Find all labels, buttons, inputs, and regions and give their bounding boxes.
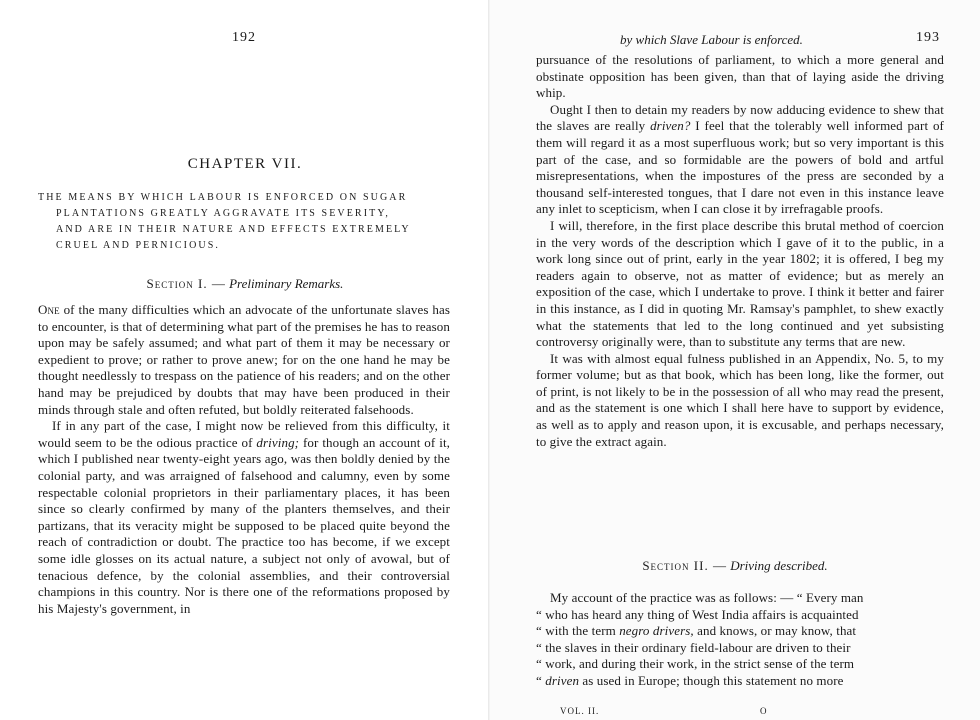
paragraph-text: Ought I then to detain my readers by now adducing evidence to shew that the slaves are really xyxy=(536,101,944,134)
paragraph: It was with almost equal fulness published in an Appendix, No. 5, to my former volume; but as that book, which has been long, like the former, out of print, is not likely to be in the possession of all who may read the present, and as the statement is one which I shall here have to support by evidence, as well as to apply and reason upon, it is excusable, and perhaps necessary, to give the extract again. xyxy=(536,350,944,449)
paragraph-text: for though an account of it, which I published near twenty-eight years ago, was then boldly denied by the colonial party, and was arraigned of falsehood and calumny, even by some respectable colonial proprietors in their parliamentary places, it has been since so clearly confirmed by many of the planters themselves, and their partizans, that its veracity might be supposed to be placed quite beyond the reach of contradiction or doubt. The practice too has become, if we except some idle glosses on its actual nature, a subject not only of avowal, but of tenacious defence, by the colonial assemblies, and their controversial champions in this country. Nor is there one of the reformations proposed by his Majesty's government, in xyxy=(38,434,451,616)
paragraph xyxy=(38,302,450,418)
quote-text: “ with the term xyxy=(536,623,620,639)
paragraph xyxy=(536,102,944,218)
paragraph-text: of the many difficulties which an advocate of the unfortunate slaves has to encounter, is that of determining what part of the premises he has to reason upon may be safely assumed; and what part of them it may be necessary or expedient to prove; or rather to prove anew; for on the one hand he may be thought needlessly to trespass on the patience of his readers; and on the other hand may be prejudiced by doubts that may have been produced in their minds through stale and often refuted, but boldly reiterated falsehoods. xyxy=(38,302,450,417)
section-title: Driving described. xyxy=(730,558,828,573)
chapter-summary-line: THE MEANS BY WHICH LABOUR IS ENFORCED ON SUGAR xyxy=(38,192,408,203)
running-head: by which Slave Labour is enforced. xyxy=(620,32,803,47)
quote-text: and knows, or may know, that xyxy=(693,623,857,639)
signature-letter: O xyxy=(760,706,767,716)
right-body-text xyxy=(536,52,944,450)
italic-text: negro drivers, xyxy=(619,623,694,639)
chapter-summary-line: PLANTATIONS GREATLY AGGRAVATE ITS SEVERITY, xyxy=(56,208,390,219)
quote-line xyxy=(536,673,944,690)
quote-line: My account of the practice was as follows: — “ Every man xyxy=(550,590,864,605)
section-label: Section I. — xyxy=(146,276,226,291)
paragraph-text: I feel that the tolerably well informed part of them will regard it as a most superfluous work; but so very important is this part of the case, and so formidable are the powers of bold and artful misrepresentations, when the impostures of the press are seconded by a thousand self-interested tongues, that I dare not even in this instance leave any inlet to scepticism, when I can close it by irrefragable proofs. xyxy=(536,118,944,217)
quote-text: as used in Europe; though this statement no more xyxy=(579,672,844,688)
section-title: Preliminary Remarks. xyxy=(229,276,344,291)
chapter-summary-line: CRUEL AND PERNICIOUS. xyxy=(56,240,221,251)
left-body-text xyxy=(38,302,450,617)
quote-line xyxy=(536,623,944,640)
italic-text: driving; xyxy=(256,434,300,450)
paragraph-text: If in any part of the case, I might now be relieved from this difficulty, it would seem to be the odious practice of xyxy=(38,418,450,450)
quoted-passage xyxy=(536,590,944,690)
right-page-number: 193 xyxy=(916,30,940,45)
left-page-number: 192 xyxy=(232,30,256,45)
paragraph xyxy=(38,418,450,617)
italic-text: driven xyxy=(545,672,580,688)
paragraph: pursuance of the resolutions of parliament, to which a more general and obstinate opposition has been given, than that of laying aside the driving whip. xyxy=(536,52,944,101)
chapter-summary xyxy=(38,190,450,254)
drop-word: One xyxy=(38,302,60,317)
book-gutter xyxy=(488,0,490,720)
paragraph: I will, therefore, in the first place describe this brutal method of coercion in the very words of the description which I gave of it to the public, in a work long since out of print, early in the year 1802; it is offered, I beg my readers again to observe, not as matter of evidence; but as merely an exposition of the case, which I undertake to prove. I think it better and fairer in this instance, as I did in quoting Mr. Ramsay's pamphlet, to shew exactly what the statements that led to the long continued and yet subsisting controversy originally were, than to substitute any terms that are new. xyxy=(536,217,944,350)
chapter-summary-line: AND ARE IN THEIR NATURE AND EFFECTS EXTREMELY xyxy=(56,224,411,235)
section-heading-1 xyxy=(0,276,490,292)
signature-mark: VOL. II. xyxy=(560,706,600,716)
quote-line: “ work, and during their work, in the strict sense of the term xyxy=(536,656,855,672)
quote-text: “ xyxy=(536,672,546,688)
quote-line: “ who has heard any thing of West India affairs is acquainted xyxy=(536,606,859,622)
italic-text: driven? xyxy=(650,118,691,134)
quote-line: “ the slaves in their ordinary field-labour are driven to their xyxy=(536,639,851,655)
chapter-title: CHAPTER VII. xyxy=(187,156,303,172)
section-heading-2 xyxy=(490,558,980,574)
section-label: Section II. — xyxy=(642,558,727,573)
